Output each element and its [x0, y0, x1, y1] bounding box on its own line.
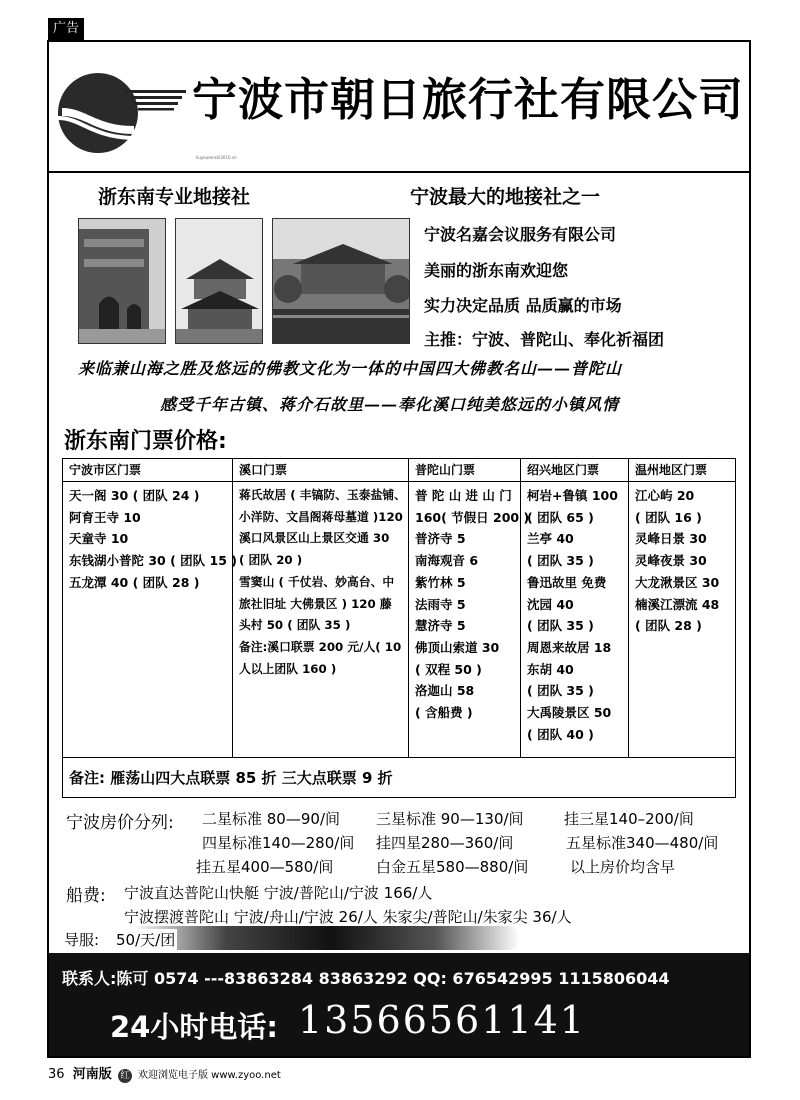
- ferry-line-2: 宁波摆渡普陀山 宁波/舟山/宁波 26/人 朱家尖/普陀山/朱家尖 36/人: [124, 908, 572, 926]
- feature-4: 主推：宁波、普陀山、奉化祈福团: [424, 330, 665, 349]
- list-item: 紫竹林 5: [415, 574, 466, 590]
- list-item: 阿育王寺 10: [69, 509, 141, 525]
- photo-old-building: [78, 218, 166, 344]
- list-item: ( 团队 16 ): [635, 509, 702, 525]
- feature-3: 实力决定品质 品质赢的市场: [424, 296, 622, 315]
- page-footer: [48, 1063, 281, 1083]
- list-item: 法雨寺 5: [415, 596, 466, 612]
- list-item: 周恩来故居 18: [527, 639, 612, 655]
- slogan-right: 宁波最大的地接社之一: [410, 186, 601, 208]
- page-number: 36: [48, 1067, 65, 1082]
- hotel-price: 四星标准140—280/间: [202, 834, 355, 852]
- company-name: 宁波市朝日旅行社有限公司: [192, 73, 745, 126]
- list-item: 灵峰日景 30: [635, 531, 707, 547]
- column-header: 宁波市区门票: [63, 459, 232, 482]
- list-item: 南海观音 6: [415, 553, 479, 569]
- edition-badge-icon: 红: [118, 1069, 132, 1083]
- list-item: 头村 50 ( 团队 35 ): [239, 618, 351, 633]
- list-item: 江心屿 20: [635, 488, 695, 503]
- guide-value: 50/天/团: [116, 931, 176, 949]
- hotel-price: 挂五星400—580/间: [196, 858, 334, 876]
- list-item: 普济寺 5: [415, 531, 466, 547]
- list-item: 鲁迅故里 免费: [527, 574, 607, 590]
- list-item: 五龙潭 40 ( 团队 28 ): [69, 574, 200, 590]
- list-item: 沈园 40: [527, 596, 574, 612]
- tiny-url: liuyourenshi2010.cn: [196, 155, 237, 160]
- list-item: 普 陀 山 进 山 门: [415, 488, 512, 503]
- list-item: 慧济寺 5: [415, 618, 466, 634]
- hotline-number: 13566561141: [298, 998, 586, 1042]
- list-item: 佛顶山索道 30: [415, 639, 500, 655]
- ticket-table-note: 备注: 雁荡山四大点联票 85 折 三大点联票 9 折: [63, 757, 735, 797]
- list-item: 灵峰夜景 30: [635, 553, 707, 569]
- hotel-price: 挂三星140–200/间: [564, 810, 694, 828]
- list-item: 天一阁 30 ( 团队 24 ): [69, 488, 200, 503]
- column-header: 普陀山门票: [409, 459, 520, 482]
- hotel-price-note: 以上房价均含早: [570, 858, 676, 876]
- column-header: 温州地区门票: [629, 459, 735, 482]
- hotel-price: 三星标准 90—130/间: [376, 810, 524, 828]
- list-item: ( 团队 20 ): [239, 553, 303, 568]
- list-item: 东钱湖小普陀 30 ( 团队 15 ): [69, 553, 237, 569]
- list-item: ( 团队 65 ): [527, 509, 594, 525]
- ferry-label: 船费:: [66, 886, 106, 906]
- list-item: 兰亭 40: [527, 531, 574, 547]
- list-item: 160( 节假日 200 ): [415, 509, 530, 525]
- ticket-column-wenzhou: [629, 459, 735, 757]
- list-item: 东胡 40: [527, 661, 574, 677]
- list-item: ( 团队 35 ): [527, 618, 594, 634]
- list-item: ( 团队 35 ): [527, 553, 594, 569]
- list-item: 大龙湫景区 30: [635, 574, 720, 590]
- calligraphy-line-2: 感受千年古镇、蒋介石故里——奉化溪口纯美悠远的小镇风情: [160, 395, 620, 414]
- footer-website: 欢迎浏览电子版 www.zyoo.net: [137, 1070, 281, 1081]
- list-item: ( 团队 28 ): [635, 618, 702, 634]
- hotel-price: 二星标准 80—90/间: [202, 810, 340, 828]
- contact-line: 联系人:陈可 0574 ---83863284 83863292 QQ: 676542995 1115806044: [62, 969, 670, 988]
- ticket-column-ningbo: [63, 459, 237, 757]
- column-header: 绍兴地区门票: [521, 459, 628, 482]
- slogan-left: 浙东南专业地接社: [98, 186, 251, 208]
- list-item: 旅社旧址 大佛景区 ) 120 藤: [239, 596, 392, 611]
- list-item: 大禹陵景区 50: [527, 705, 612, 721]
- ferry-line-1: 宁波直达普陀山快艇 宁波/普陀山/宁波 166/人: [124, 884, 433, 902]
- hotel-price: 白金五星580—880/间: [376, 858, 529, 876]
- price-title: 浙东南门票价格:: [64, 429, 227, 454]
- list-item: 备注:溪口联票 200 元/人( 10: [239, 639, 402, 654]
- column-header: 溪口门票: [233, 459, 408, 482]
- hotel-price: 挂四星280—360/间: [376, 834, 514, 852]
- list-item: ( 含船费 ): [415, 705, 473, 721]
- photo-pagoda: [175, 218, 263, 344]
- feature-1: 宁波名嘉会议服务有限公司: [424, 225, 617, 244]
- hotel-price-label: 宁波房价分列:: [66, 813, 174, 833]
- company-logo: [56, 68, 196, 158]
- guide-label: 导服:: [64, 931, 100, 949]
- ticket-column-putuo: [409, 459, 530, 757]
- ad-tag: 广告: [48, 18, 84, 40]
- feature-2: 美丽的浙东南欢迎您: [424, 261, 569, 280]
- list-item: 楠溪江漂流 48: [635, 596, 720, 612]
- list-item: 溪口风景区山上景区交通 30: [239, 531, 390, 546]
- list-item: 柯岩+鲁镇 100: [527, 488, 618, 503]
- ticket-column-shaoxing: [521, 459, 629, 757]
- edition-label: 河南版: [72, 1067, 112, 1082]
- list-item: ( 双程 50 ): [415, 661, 482, 677]
- list-item: 小洋防、文昌阁蒋母墓道 )120: [239, 509, 403, 524]
- ticket-column-xikou: [233, 459, 409, 757]
- list-item: ( 团队 40 ): [527, 726, 594, 742]
- list-item: 雪窦山 ( 千仗岩、妙高台、中: [239, 574, 395, 589]
- hotline-label: 24小时电话:: [110, 1010, 278, 1044]
- list-item: 天童寺 10: [69, 531, 129, 547]
- list-item: ( 团队 35 ): [527, 683, 594, 699]
- hotel-price: 五星标准340—480/间: [566, 834, 719, 852]
- ticket-table: [62, 458, 736, 798]
- list-item: 人以上团队 160 ): [239, 661, 337, 676]
- list-item: 洛迦山 58: [415, 683, 475, 699]
- list-item: 蒋氏故居 ( 丰镐防、玉泰盐铺、: [239, 488, 406, 502]
- photo-temple-lake: [272, 218, 410, 344]
- calligraphy-line-1: 来临兼山海之胜及悠远的佛教文化为一体的中国四大佛教名山——普陀山: [78, 359, 623, 378]
